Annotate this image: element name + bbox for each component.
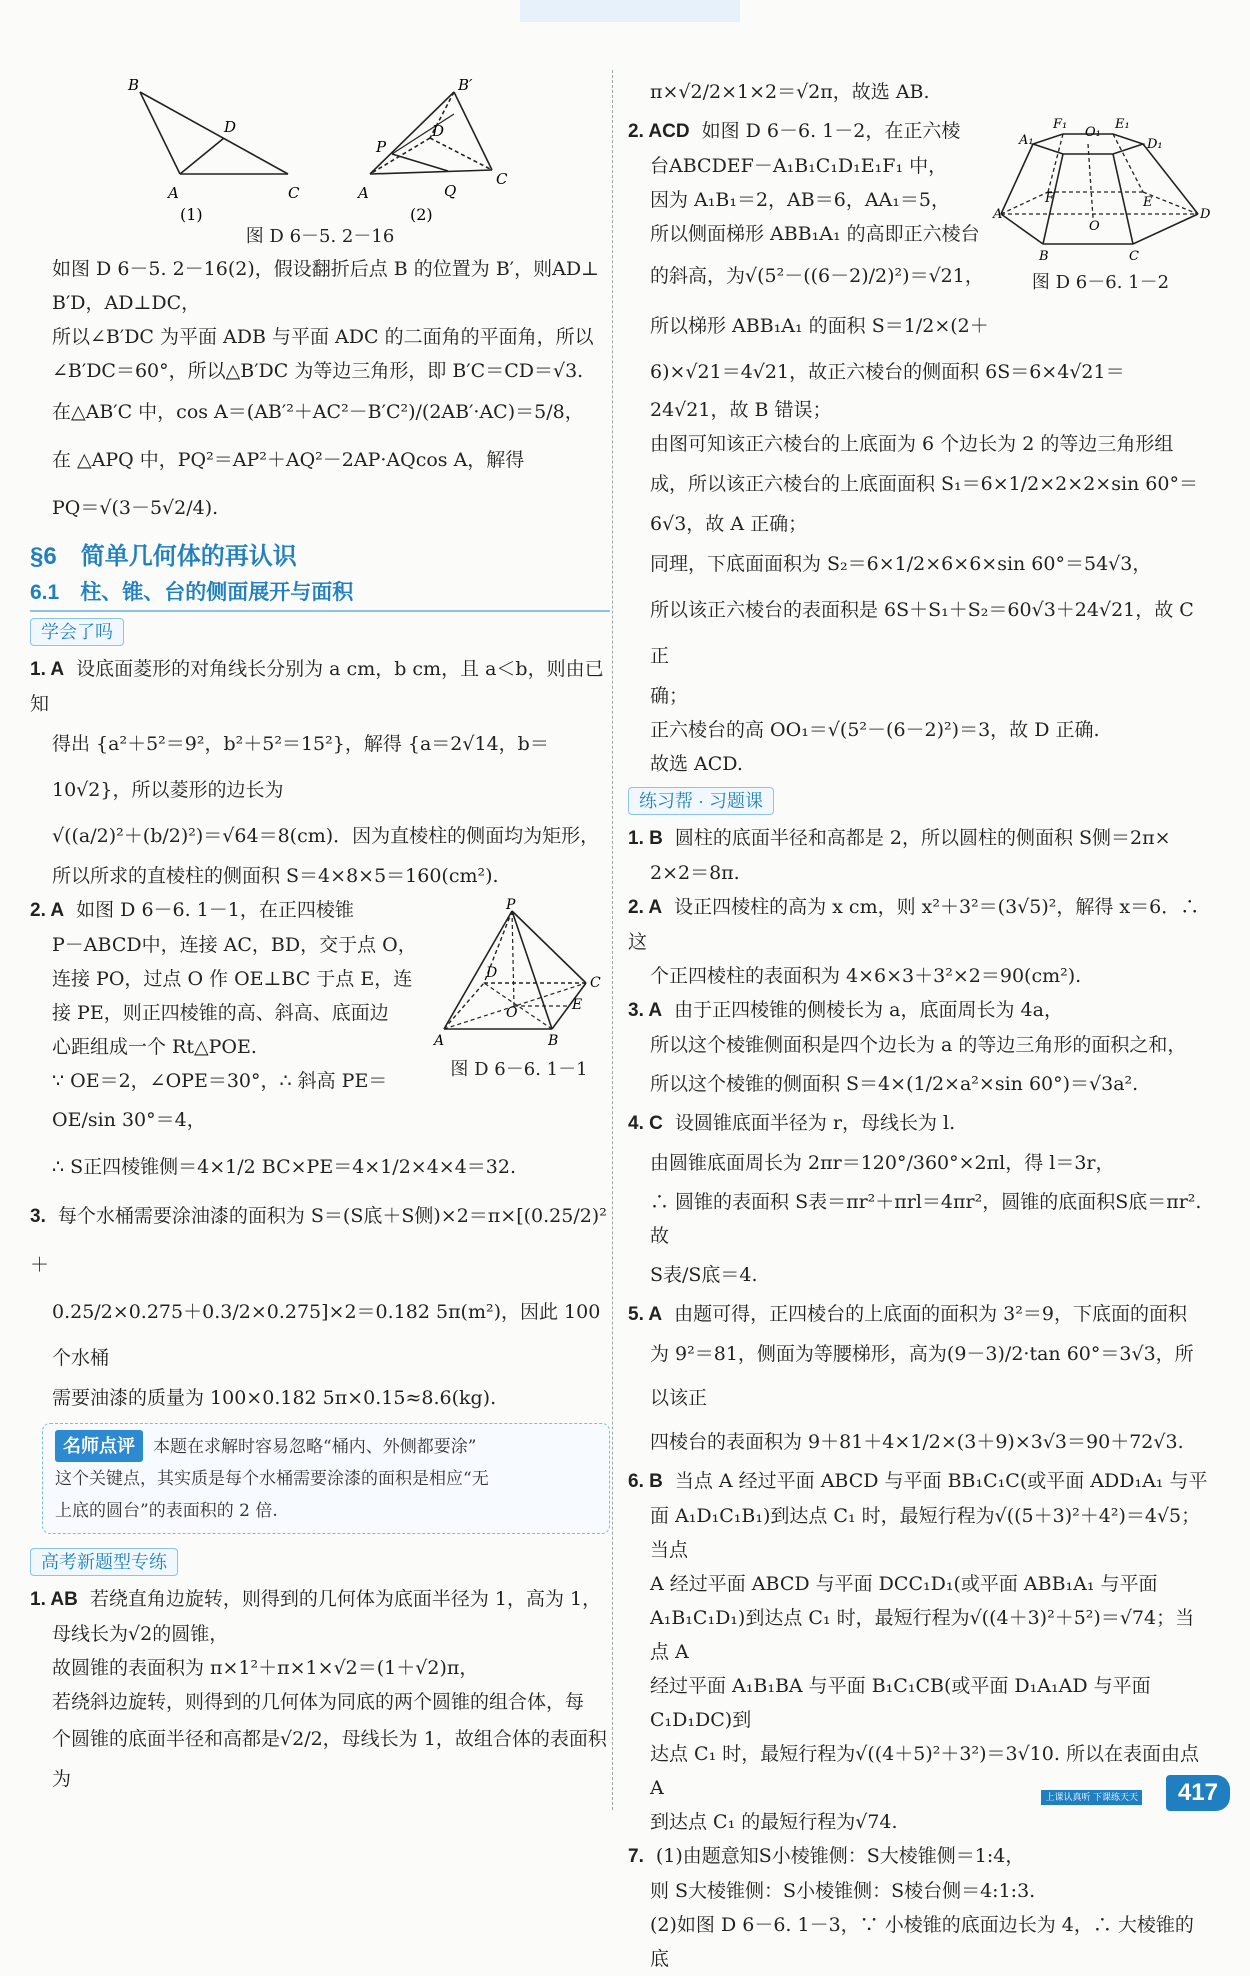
text-line: 在 △APQ 中，PQ²＝AP²＋AQ²－2AP·AQcos A，解得 [52,449,525,471]
question-2-right-block [628,114,1211,351]
frustum-figure [993,114,1211,298]
svg-text:E₁: E₁ [1115,117,1130,132]
text-line: 得出 {a²＋5²＝9²，b²＋5²＝15²}，解得 {a＝2√14，b＝10√2}，所以菱形的边长为 [52,733,549,801]
answer-number: 2. ACD [628,121,690,142]
teacher-comment-box [42,1423,610,1534]
text-line: 圆柱的底面半径和高都是 2，所以圆柱的侧面积 S侧＝2π× [674,827,1171,849]
svg-text:Q: Q [444,182,457,200]
text-line: 同理，下底面面积为 S₂＝6×1/2×6×6×sin 60°＝54√3， [650,553,1152,575]
figure-caption: 图 D 6－5. 2－16 [245,226,395,247]
section-tag-learned: 学会了吗 [30,618,124,646]
svg-text:P: P [506,897,516,913]
text-line: (2)如图 D 6－6. 1－3，∵ 小棱锥的底面边长为 4，∴ 大棱锥的底 [650,1914,1194,1970]
question-2-block [30,893,610,1192]
text-line: A 经过平面 ABCD 与平面 DCC₁D₁(或平面 ABB₁A₁ 与平面 [650,1573,1158,1595]
svg-text:A: A [358,184,369,202]
figure-1 [120,74,300,224]
text-line: 个圆锥的底面半径和高都是√2/2，母线长为 1，故组合体的表面积为 [52,1728,607,1790]
figure-caption: 图 D 6－6. 1－2 [1031,272,1170,293]
text-line: 所以这个棱锥的侧面积 S＝4×(1/2×a²×sin 60°)＝√3a². [650,1073,1139,1095]
text-line: 则 S大棱锥侧：S小棱锥侧：S棱台侧＝4:1:3. [650,1880,1036,1902]
text-line: ∵ OE＝2，∠OPE＝30°，∴ 斜高 PE＝ [52,1070,388,1092]
pyramid-figure [434,897,604,1085]
svg-text:O: O [506,1005,518,1021]
triangle-figure-1 [120,74,300,224]
svg-text:D: D [1200,207,1211,222]
text-line: 所以∠B′DC 为平面 ADB 与平面 ADC 的二面角的平面角，所以 [52,326,594,348]
svg-text:A: A [993,207,1003,222]
text-line: 的斜高，为√(5²－((6－2)/2)²)＝√21， [650,265,984,287]
svg-text:E: E [1143,195,1153,210]
answer-number: 2. A [628,897,663,918]
answer-number: 1. AB [30,1589,78,1610]
text-line: 台ABCDEF－A₁B₁C₁D₁E₁F₁ 中， [650,155,948,177]
text-line: 确； [650,685,689,707]
answer-number: 1. A [30,659,65,680]
svg-text:D: D [486,965,498,981]
text-line: 由题可得，正四棱台的上底面的面积为 3²＝9，下底面的面积 [674,1303,1187,1325]
text-line: 经过平面 A₁B₁BA 与平面 B₁C₁CB(或平面 D₁A₁AD 与平面 C₁D₁DC)到 [650,1675,1151,1731]
svg-text:D: D [224,118,237,136]
svg-text:C: C [288,184,300,202]
column-divider [612,70,614,1810]
svg-text:(2): (2) [410,205,433,224]
answer-number: 3. [30,1206,46,1227]
section-tag-practice: 练习帮 · 习题课 [628,787,774,815]
tetrahedron-figure-2 [350,74,520,224]
text-line: 6√3，故 A 正确； [650,513,808,535]
svg-text:E: E [572,997,583,1013]
footer-slogan: 上课认真听 下课练天天 [1041,1790,1142,1805]
text-line: 所以该正六棱台的表面积是 6S＋S₁＋S₂＝60√3＋24√21，故 C 正 [650,599,1194,667]
text-line: (1)由题意知S小棱锥侧：S大棱锥侧＝1:4， [655,1845,1025,1867]
text-line: B′D，AD⊥DC， [52,292,201,314]
text-line: 如图 D 6－6. 1－1，在正四棱锥 [76,899,354,921]
figure-2 [350,74,520,224]
section-tag-exam: 高考新题型专练 [30,1548,178,1576]
svg-text:C: C [590,975,601,991]
text-line: PQ＝√(3－5√2/4). [52,497,219,519]
text-line: 设圆锥底面半径为 r，母线长为 l. [674,1112,956,1134]
text-line: 如图 D 6－5. 2－16(2)，假设翻折后点 B 的位置为 B′，则AD⊥ [52,258,599,280]
svg-text:F₁: F₁ [1053,117,1068,132]
page-number: 417 [1166,1775,1230,1811]
svg-text:B′: B′ [458,76,473,94]
text-line: 0.25/2×0.275＋0.3/2×0.275]×2＝0.182 5π(m²)，因此 100 个水桶 [52,1301,601,1369]
hexagonal-frustum-svg [993,114,1211,264]
answer-number: 6. B [628,1471,663,1492]
answer-number: 4. C [628,1113,663,1134]
svg-text:B: B [548,1033,559,1049]
text-line: 如图 D 6－6. 1－2，在正六棱 [701,120,961,142]
text-line: OE/sin 30°＝4， [52,1109,206,1131]
svg-text:O: O [1089,219,1100,234]
text-line: 当点 A 经过平面 ABCD 与平面 BB₁C₁C(或平面 ADD₁A₁ 与平 [674,1470,1208,1492]
text-line: 因为 A₁B₁＝2，AB＝6，AA₁＝5， [650,189,950,211]
answer-number: 5. A [628,1304,663,1325]
text-line: 故圆锥的表面积为 π×1²＋π×1×√2＝(1＋√2)π， [52,1657,479,1679]
answer-number: 2. A [30,900,65,921]
subsection-title: 6.1 柱、锥、台的侧面展开与面积 [30,576,610,612]
text-line: 四棱台的表面积为 9＋81＋4×1/2×(3＋9)×3√3＝90＋72√3. [650,1431,1184,1453]
comment-text: 上底的圆台”的表面积的 2 倍. [55,1501,278,1521]
text-line: 到达点 C₁ 的最短行程为√74. [650,1811,898,1833]
svg-text:B: B [128,76,140,94]
text-line: 24√21，故 B 错误； [650,399,832,421]
text-line: 故选 ACD. [650,753,743,775]
text-line: 2×2＝8π. [650,862,740,884]
text-line: 每个水桶需要涂油漆的面积为 S＝(S底＋S侧)×2＝π×[(0.25/2)²＋ [30,1205,607,1276]
svg-text:A₁: A₁ [1019,133,1034,148]
text-line: 接 PE，则正四棱锥的高、斜高、底面边 [52,1002,389,1024]
right-column [628,70,1211,1976]
text-line: ∠B′DC＝60°，所以△B′DC 为等边三角形，即 B′C＝CD＝√3. [52,360,584,382]
svg-text:C: C [496,170,508,188]
svg-text:F: F [1045,191,1055,206]
text-line: A₁B₁C₁D₁)到达点 C₁ 时，最短行程为√((4＋3)²＋5²)＝√74；当点 A [650,1607,1195,1663]
answer-number: 1. B [628,828,663,849]
text-line: 由图可知该正六棱台的上底面为 6 个边长为 2 的等边三角形组 [650,433,1174,455]
text-line: 连接 PO，过点 O 作 OE⊥BC 于点 E，连 [52,968,413,990]
svg-text:D: D [432,122,445,140]
pyramid-svg [434,897,604,1051]
text-line: P－ABCD中，连接 AC，BD，交于点 O， [52,934,417,956]
text-line: 所以侧面梯形 ABB₁A₁ 的高即正六棱台 [650,223,980,245]
svg-text:A: A [168,184,179,202]
text-line: 若绕直角边旋转，则得到的几何体为底面半径为 1，高为 1， [89,1588,602,1610]
section-title: §6 简单几何体的再认识 [30,543,297,570]
text-line: 成，所以该正六棱台的上底面面积 S₁＝6×1/2×2×2×sin 60°＝ [650,473,1198,495]
left-column [30,70,610,1799]
top-strip [520,0,740,22]
text-line: 心距组成一个 Rt△POE. [52,1036,257,1058]
teacher-comment-label: 名师点评 [55,1430,143,1462]
text-line: 所以梯形 ABB₁A₁ 的面积 S＝1/2×(2＋ [650,315,989,337]
text-line: 为 9²＝81，侧面为等腰梯形，高为(9－3)/2·tan 60°＝3√3，所以该正 [650,1343,1194,1409]
text-line: 正六棱台的高 OO₁＝√(5²－(6－2)²)＝3，故 D 正确. [650,719,1100,741]
svg-text:P: P [376,138,387,156]
comment-text: 这个关键点，其实质是每个水桶需要涂漆的面积是相应“无 [55,1469,489,1489]
svg-text:O₁: O₁ [1085,125,1101,140]
text-line: 个正四棱柱的表面积为 4×6×3＋3²×2＝90(cm²). [650,965,1082,987]
text-line: ∴ S正四棱锥侧＝4×1/2 BC×PE＝4×1/2×4×4＝32. [52,1156,517,1178]
figure-caption: 图 D 6－6. 1－1 [450,1059,588,1080]
figure-d6-5-2-16 [30,74,610,224]
answer-number: 3. A [628,1000,663,1021]
text-line: 需要油漆的质量为 100×0.182 5π×0.15≈8.6(kg). [52,1387,497,1409]
svg-text:A: A [434,1033,445,1049]
text-line: 所以所求的直棱柱的侧面积 S＝4×8×5＝160(cm²). [52,865,499,887]
text-line: 若绕斜边旋转，则得到的几何体为同底的两个圆锥的组合体，每 [52,1691,585,1713]
text-line: 设底面菱形的对角线长分别为 a cm，b cm，且 a＜b，则由已知 [30,658,604,715]
comment-text: 本题在求解时容易忽略“桶内、外侧都要涂” [153,1437,477,1457]
text-line: 设正四棱柱的高为 x cm，则 x²＋3²＝(3√5)²，解得 x＝6．∴ 这 [628,896,1200,953]
text-line: 面 A₁D₁C₁B₁)到达点 C₁ 时，最短行程为√((5＋3)²＋4²)＝4√5；当点 [650,1505,1201,1561]
svg-text:B: B [1039,249,1049,264]
answer-number: 7. [628,1846,644,1867]
svg-text:(1): (1) [180,205,203,224]
text-line: S表/S底＝4. [650,1264,758,1286]
text-line: 达点 C₁ 时，最短行程为√((4＋5)²＋3²)＝3√10. 所以在表面由点 A [650,1743,1199,1799]
text-line: 由圆锥底面周长为 2πr＝120°/360°×2πl，得 l＝3r， [650,1152,1115,1174]
text-line: 母线长为√2的圆锥， [52,1623,229,1645]
svg-text:D₁: D₁ [1147,137,1163,152]
text-line: 由于正四棱锥的侧棱长为 a，底面周长为 4a， [674,999,1063,1021]
svg-text:C: C [1129,249,1139,264]
text-line: 在△AB′C 中，cos A＝(AB′²＋AC²－B′C²)/(2AB′·AC)＝5/8， [52,401,584,423]
text-line: ∴ 圆锥的表面积 S表＝πr²＋πrl＝4πr²，圆锥的底面积S底＝πr². 故 [650,1191,1202,1247]
text-line: 6)×√21＝4√21，故正六棱台的侧面积 6S＝6×4√21＝ [650,361,1125,383]
text-line: π×√2/2×1×2＝√2π，故选 AB. [650,81,930,103]
text-line: 所以这个棱锥侧面积是四个边长为 a 的等边三角形的面积之和， [650,1034,1187,1056]
text-line: √((a/2)²＋(b/2)²)＝√64＝8(cm)．因为直棱柱的侧面均为矩形， [52,825,600,847]
